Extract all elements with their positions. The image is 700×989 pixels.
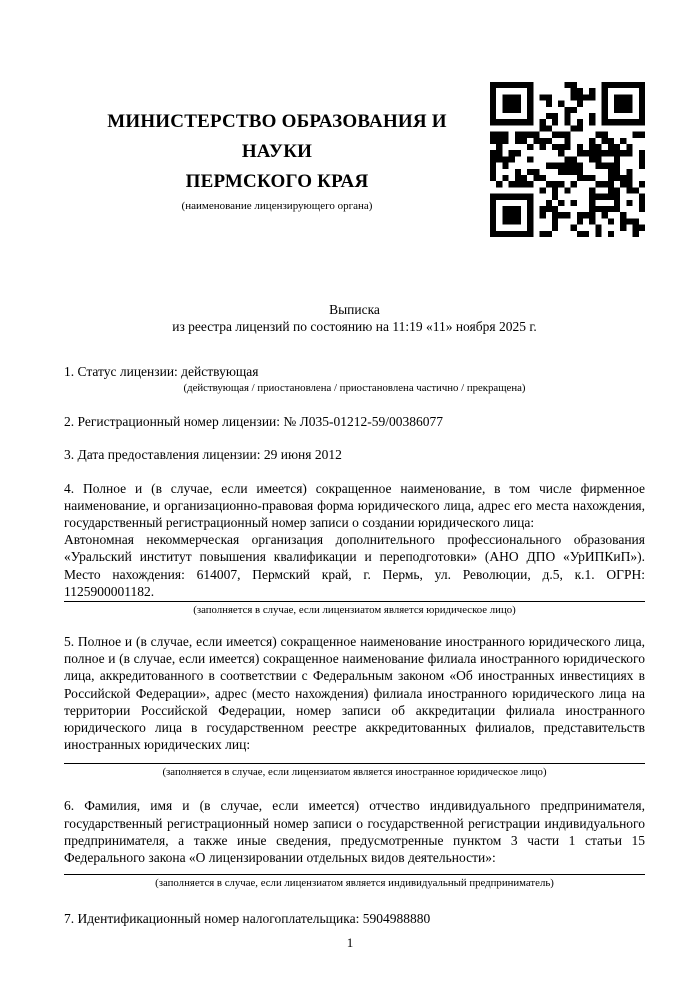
item-3-license-date: 3. Дата предоставления лицензии: 29 июня 2012 — [64, 447, 342, 463]
ministry-name-line1: МИНИСТЕРСТВО ОБРАЗОВАНИЯ И НАУКИ — [107, 111, 447, 162]
item-4-legal-entity-caption: (заполняется в случае, если лицензиатом является юридическое лицо) — [193, 604, 516, 617]
item-2-registration-number: 2. Регистрационный номер лицензии: № Л035-01212-59/00386077 — [64, 414, 444, 430]
ministry-name-line2: ПЕРМСКОГО КРАЯ — [185, 171, 369, 192]
item-6-blank-field-rule — [64, 874, 645, 875]
document-title: Выписка — [329, 302, 380, 317]
item-4-underline-rule — [64, 601, 645, 602]
document-title-block — [64, 301, 645, 335]
document-header — [64, 82, 645, 237]
item-4-legal-entity-label: 4. Полное и (в случае, если имеется) сокращенное наименование, в том числе фирменное наименование, и организационно-правовая форма юридического лица, адрес его места нахождения, государственный регистрационный номер записи о создании юридического лица: — [64, 480, 645, 531]
item-5-blank-field-rule — [64, 763, 645, 764]
item-6-entrepreneur-caption: (заполняется в случае, если лицензиатом является индивидуальный предприниматель) — [155, 877, 554, 890]
ministry-name — [70, 107, 484, 197]
item-1-license-status: 1. Статус лицензии: действующая — [64, 364, 259, 379]
item-7-taxpayer-number: 7. Идентификационный номер налогоплательщика: 5904988880 — [64, 911, 431, 927]
licensing-authority-block — [64, 107, 490, 212]
item-1-status-options-caption: (действующая / приостановлена / приостановлена частично / прекращена) — [183, 382, 526, 395]
document-subtitle: из реестра лицензий по состоянию на 11:19 «11» ноября 2025 г. — [172, 319, 537, 334]
item-5-foreign-entity-caption: (заполняется в случае, если лицензиатом является иностранное юридическое лицо) — [162, 766, 547, 779]
item-4-legal-entity-value: Автономная некоммерческая организация дополнительного профессионального образования «Уральский институт повышения квалификации и переподготовки» (АНО ДПО «УрИПКиП»). Место нахождения: 614007, Пермский край, г. Пермь, ул. Революции, д.5, к.1. ОГРН: 1125900001182. — [64, 532, 645, 599]
licensing-authority-caption: (наименование лицензирующего органа) — [181, 200, 373, 212]
item-6-entrepreneur-label: 6. Фамилия, имя и (в случае, если имеется) отчество индивидуального предпринимателя, государственный регистрационный номер записи о государственной регистрации индивидуального предпринимателя, а также иные сведения, предусмотренные пунктом 3 части 1 статьи 15 Федерального закона «О лицензировании отдельных видов деятельности»: — [64, 798, 645, 866]
item-5-foreign-entity-label: 5. Полное и (в случае, если имеется) сокращенное наименование иностранного юридического лица, полное и (в случае, если имеется) сокращенное наименование филиала иностранного юридического лица, аккредитованного в соответствии с Федеральным законом «Об иностранных инвестициях в Российской Федерации», адрес (место нахождения) филиала иностранного юридического лица на территории Российской Федерации, номер записи об аккредитации филиала иностранного юридического лица в государственном реестре аккредитованных филиалов, представительств иностранных юридических лиц: — [64, 634, 645, 753]
page-number: 1 — [346, 935, 354, 950]
qr-code-icon — [490, 82, 645, 237]
